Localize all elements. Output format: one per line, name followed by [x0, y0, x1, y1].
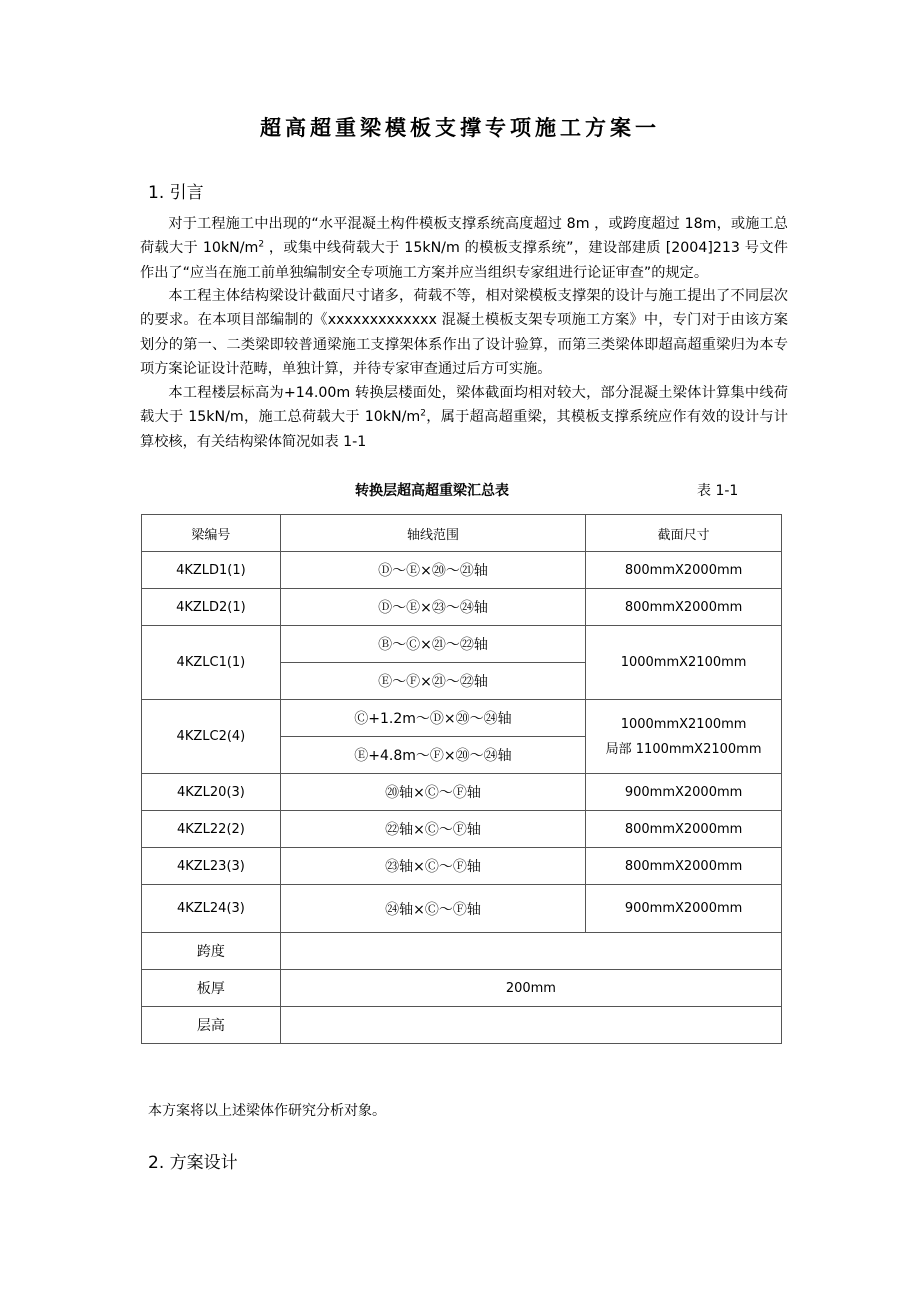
table-row [142, 774, 782, 811]
section-size: 800mmX2000mm [586, 811, 782, 848]
section-2-heading: 2. 方案设计 [148, 1153, 238, 1173]
footer-value-floor-height [280, 1007, 781, 1044]
axis-range: Ⓔ～Ⓕ×㉑～㉒轴 [280, 663, 585, 700]
axis-range: Ⓑ～Ⓒ×㉑～㉒轴 [280, 626, 585, 663]
axis-range: Ⓒ+1.2m～Ⓓ×⑳～㉔轴 [280, 700, 585, 737]
footer-value-span [280, 933, 781, 970]
table-row [142, 589, 782, 626]
section-size: 900mmX2000mm [586, 885, 782, 933]
section-size: 800mmX2000mm [586, 848, 782, 885]
axis-range: Ⓓ～Ⓔ×㉓～㉔轴 [280, 589, 585, 626]
table-row [142, 552, 782, 589]
axis-range: Ⓔ+4.8m～Ⓕ×⑳～㉔轴 [280, 737, 585, 774]
beam-id: 4KZL22(2) [142, 811, 281, 848]
table-row [142, 626, 782, 663]
header-section-size: 截面尺寸 [586, 515, 782, 552]
document-title: 超高超重梁模板支撑专项施工方案一 [260, 115, 660, 140]
section-1-heading: 1. 引言 [148, 183, 204, 203]
axis-range: ㉔轴×Ⓒ～Ⓕ轴 [280, 885, 585, 933]
beam-summary-table [141, 514, 782, 1044]
beam-id: 4KZLC2(4) [142, 700, 281, 774]
table-row [142, 885, 782, 933]
table-row [142, 811, 782, 848]
footer-label-span: 跨度 [142, 933, 281, 970]
beam-id: 4KZL20(3) [142, 774, 281, 811]
axis-range: ㉓轴×Ⓒ～Ⓕ轴 [280, 848, 585, 885]
section-size: 800mmX2000mm [586, 552, 782, 589]
footer-label-floor-height: 层高 [142, 1007, 281, 1044]
after-table-note: 本方案将以上述梁体作研究分析对象。 [148, 1103, 386, 1119]
section-size: 900mmX2000mm [586, 774, 782, 811]
table-footer-row [142, 1007, 782, 1044]
section-size-cell [586, 700, 782, 774]
table-row [142, 700, 782, 737]
table-footer-row [142, 933, 782, 970]
paragraph-2: 本工程主体结构梁设计截面尺寸诸多，荷载不等，相对梁模板支撑架的设计与施工提出了不同层次的要求。在本项目部编制的《xxxxxxxxxxxxx 混凝土模板支架专项施工方案》中，专门对于由该方案划分的第一、二类梁即较普通梁施工支撑架体系作出了设计验算，而第三类梁体即超高超重梁归为本专项方案论证设计范畴，单独计算，并待专家审查通过后方可实施。 [140, 288, 788, 377]
paragraph-3: 本工程楼层标高为+14.00m 转换层楼面处，梁体截面均相对较大，部分混凝土梁体计算集中线荷载大于 15kN/m，施工总荷载大于 $10kN/m^2$，属于超高超重梁，其模板支撑系统应作有效的设计与计算校核，有关结构梁体简况如表 1-1 [140, 385, 788, 450]
axis-range: ⑳轴×Ⓒ～Ⓕ轴 [280, 774, 585, 811]
beam-id: 4KZL24(3) [142, 885, 281, 933]
table-header-row [142, 515, 782, 552]
section-size: 1000mmX2100mm [620, 716, 747, 732]
table-footer-row [142, 970, 782, 1007]
footer-label-slab-thickness: 板厚 [142, 970, 281, 1007]
beam-id: 4KZLD2(1) [142, 589, 281, 626]
beam-id: 4KZLC1(1) [142, 626, 281, 700]
paragraph-1: 对于工程施工中出现的“水平混凝土构件模板支撑系统高度超过 8m ，或跨度超过 18m，或施工总荷载大于 $10kN/m^2$ ，或集中线荷载大于 15kN/m 的模板支撑系统”，建设部建质 [2004]213 号文件作出了“应当在施工前单独编制安全专项施工方案并应当组织专家组进行论证审查”的规定。 [140, 216, 788, 281]
beam-id: 4KZL23(3) [142, 848, 281, 885]
axis-range: Ⓓ～Ⓔ×⑳～㉑轴 [280, 552, 585, 589]
beam-id: 4KZLD1(1) [142, 552, 281, 589]
section-size-note: 局部 1100mmX2100mm [605, 741, 762, 757]
section-size: 800mmX2000mm [586, 589, 782, 626]
table-row [142, 848, 782, 885]
header-beam-id: 梁编号 [142, 515, 281, 552]
axis-range: ㉒轴×Ⓒ～Ⓕ轴 [280, 811, 585, 848]
table-number: 表 1-1 [697, 483, 739, 499]
header-axis-range: 轴线范围 [280, 515, 585, 552]
footer-value-slab-thickness: 200mm [280, 970, 781, 1007]
table-caption: 转换层超高超重梁汇总表 [355, 483, 509, 499]
section-size: 1000mmX2100mm [586, 626, 782, 700]
